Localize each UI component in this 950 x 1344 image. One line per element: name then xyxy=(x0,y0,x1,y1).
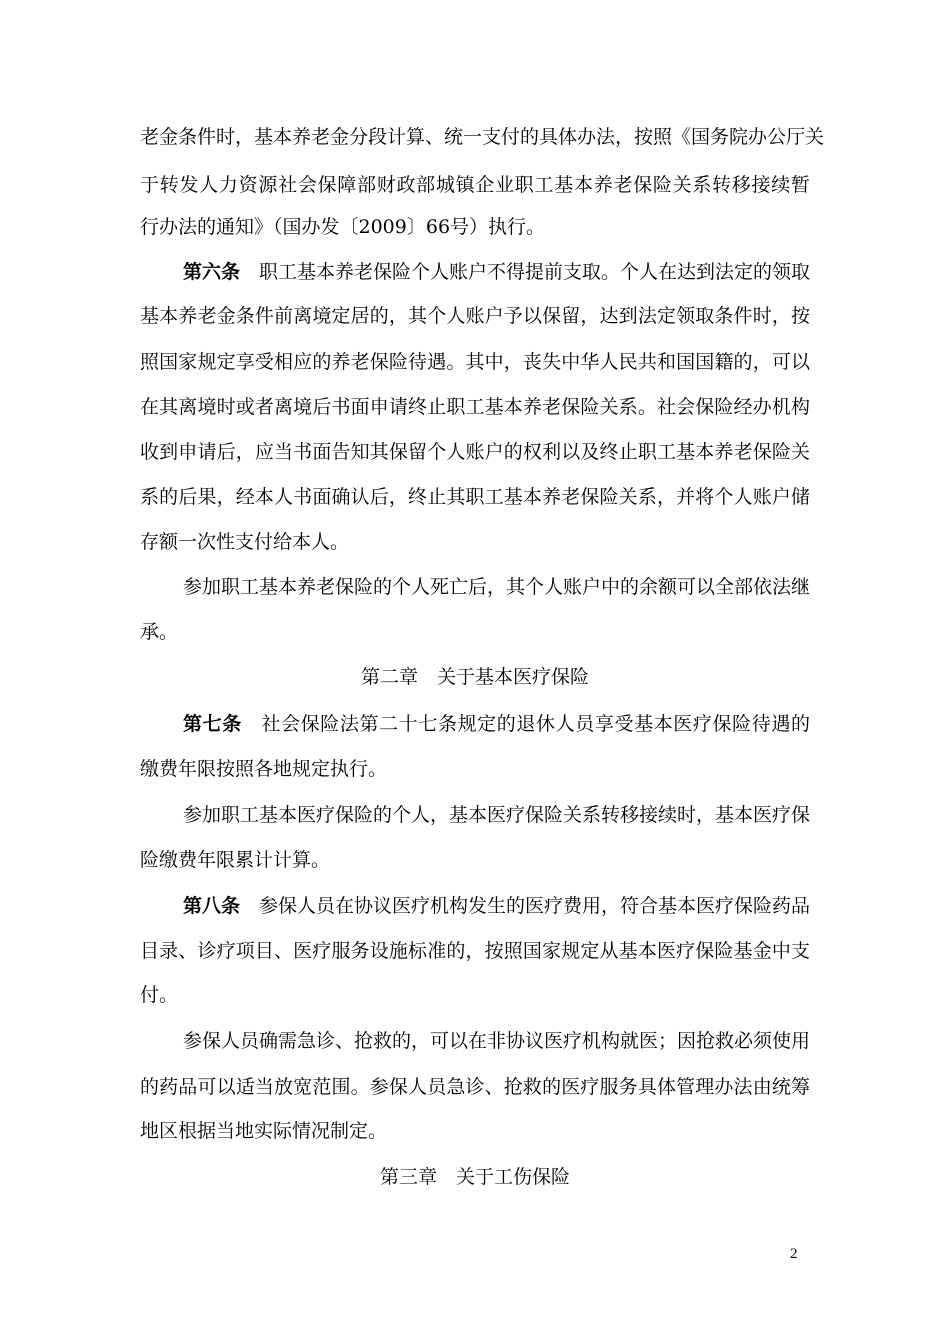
paragraph-line: 老金条件时，基本养老金分段计算、统一支付的具体办法，按照《国务院办公厅关 xyxy=(140,126,825,148)
paragraph-line: 目录、诊疗项目、医疗服务设施标准的，按照国家规定从基本医疗保险基金中支 xyxy=(140,940,810,962)
paragraph-line: 险缴费年限累计计算。 xyxy=(140,849,331,871)
article-7-first-line: 第七条 社会保险法第二十七条规定的退休人员享受基本医疗保险待遇的 xyxy=(183,713,810,735)
page-number: 2 xyxy=(790,1246,798,1262)
article-6-first-line: 第六条 职工基本养老保险个人账户不得提前支取。个人在达到法定的领取 xyxy=(183,261,811,283)
paragraph-line: 存额一次性支付给本人。 xyxy=(140,531,350,553)
paragraph-line: 地区根据当地实际情况制定。 xyxy=(140,1120,388,1142)
article-label: 第六条 xyxy=(183,261,241,283)
paragraph-line: 付。 xyxy=(140,984,179,1006)
chapter-heading: 第三章 关于工伤保险 xyxy=(379,1166,570,1188)
article-8-first-line: 第八条 参保人员在协议医疗机构发生的医疗费用，符合基本医疗保险药品 xyxy=(183,895,811,917)
paragraph-line: 系的后果，经本人书面确认后，终止其职工基本养老保险关系，并将个人账户储 xyxy=(140,486,810,508)
paragraph-line: 于转发人力资源社会保障部财政部城镇企业职工基本养老保险关系转移接续暂 xyxy=(140,174,810,196)
paragraph-line: 的药品可以适当放宽范围。参保人员急诊、抢救的医疗服务具体管理办法由统筹 xyxy=(140,1076,810,1098)
chapter-heading: 第二章 关于基本医疗保险 xyxy=(360,666,589,688)
paragraph-line: 参保人员确需急诊、抢救的，可以在非协议医疗机构就医；因抢救必须使用 xyxy=(183,1030,811,1052)
paragraph-line: 缴费年限按照各地规定执行。 xyxy=(140,758,388,780)
paragraph-line: 行办法的通知》（国办发〔2009〕66号）执行。 xyxy=(140,216,546,238)
article-label: 第八条 xyxy=(183,895,241,917)
paragraph-line: 在其离境时或者离境后书面申请终止职工基本养老保险关系。社会保险经办机构 xyxy=(140,396,810,418)
article-label: 第七条 xyxy=(183,713,242,735)
paragraph-line: 参加职工基本医疗保险的个人，基本医疗保险关系转移接续时，基本医疗保 xyxy=(183,804,811,826)
paragraph-line: 承。 xyxy=(140,621,179,643)
paragraph-line: 参加职工基本养老保险的个人死亡后，其个人账户中的余额可以全部依法继 xyxy=(183,576,811,598)
paragraph-line: 收到申请后，应当书面告知其保留个人账户的权利以及终止职工基本养老保险关 xyxy=(140,441,810,463)
paragraph-line: 照国家规定享受相应的养老保险待遇。其中，丧失中华人民共和国国籍的，可以 xyxy=(140,351,810,373)
paragraph-line: 基本养老金条件前离境定居的，其个人账户予以保留，达到法定领取条件时，按 xyxy=(140,305,810,327)
